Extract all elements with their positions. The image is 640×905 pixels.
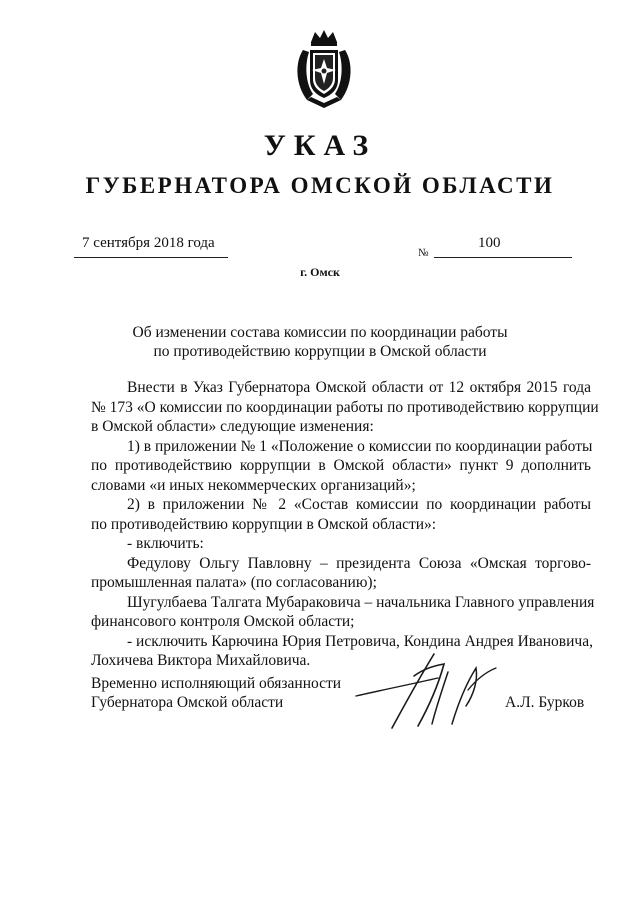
date-underline [74, 257, 228, 258]
body-line: 2) в приложении № 2 «Состав комиссии по координации работы [127, 496, 591, 513]
body-line: Федулову Ольгу Павловну – президента Союза «Омская торгово- [127, 554, 591, 572]
signer-name: А.Л. Бурков [505, 694, 585, 711]
signer-position-line: Губернатора Омской области [91, 694, 284, 711]
document-date: 7 сентября 2018 года [82, 235, 215, 251]
coat-of-arms-emblem [293, 28, 355, 110]
body-line: Шугулбаева Талгата Мубараковича – начальника Главного управления [127, 593, 595, 611]
body-line: № 173 «О комиссии по координации работы по противодействию коррупции [91, 398, 599, 416]
document-title: УКАЗ [263, 129, 377, 162]
number-label: № [418, 247, 429, 259]
body-line: по противодействию коррупции в Омской области»: [91, 515, 437, 533]
number-underline [434, 257, 572, 258]
document-subject [0, 323, 640, 361]
body-line: 1) в приложении № 1 «Положение о комиссии по координации работы [127, 437, 593, 455]
body-line: Внести в Указ Губернатора Омской области от 12 октября 2015 года [127, 379, 591, 396]
signer-position-line: Временно исполняющий обязанности [91, 675, 342, 692]
body-line: промышленная палата» (по согласованию); [91, 574, 377, 591]
handwritten-signature [352, 650, 502, 730]
body-line: в Омской области» следующие изменения: [91, 418, 374, 435]
body-line: финансового контроля Омской области; [91, 613, 355, 630]
document-body [91, 378, 599, 671]
body-line: Лохичева Виктора Михайловича. [91, 652, 311, 669]
body-line: - включить: [127, 535, 204, 552]
subject-line: Об изменении состава комиссии по координации работы [132, 324, 508, 341]
document-number: 100 [478, 235, 501, 251]
signer-position [91, 674, 341, 712]
document-subtitle: ГУБЕРНАТОРА ОМСКОЙ ОБЛАСТИ [85, 173, 555, 198]
document-city: г. Омск [300, 265, 340, 279]
body-line: по противодействию коррупции в Омской области» пункт 9 дополнить [91, 457, 591, 474]
subject-line: по противодействию коррупции в Омской области [153, 343, 487, 360]
body-line: словами «и иных некоммерческих организаций»; [91, 476, 416, 494]
body-line: - исключить Карючина Юрия Петровича, Кондина Андрея Ивановича, [127, 632, 593, 650]
